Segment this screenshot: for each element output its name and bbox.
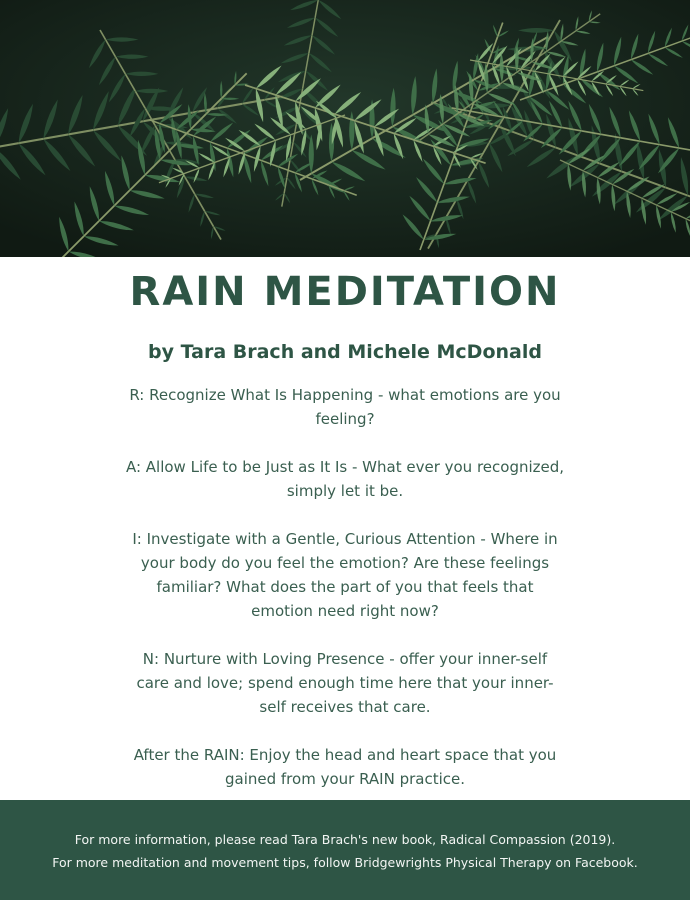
author-byline: by Tara Brach and Michele McDonald (148, 341, 542, 363)
step-investigate: I: Investigate with a Gentle, Curious Attention - Where in your body do you feel the emotion? Are these feelings familiar? What does the part of you that feels that emotion need right now? (132, 530, 558, 620)
hero-fern-image (0, 0, 690, 257)
step-after-rain: After the RAIN: Enjoy the head and heart space that you gained from your RAIN practice. (133, 746, 557, 788)
footer-book-info: For more information, please read Tara Brach's new book, Radical Compassion (2019). (74, 832, 616, 847)
page-title: RAIN MEDITATION (129, 269, 561, 315)
fern-illustration (0, 0, 690, 257)
rain-steps (125, 383, 565, 815)
step-nurture: N: Nurture with Loving Presence - offer your inner-self care and love; spend enough time here that your inner-self receives that care. (136, 650, 554, 716)
footer-banner (0, 800, 690, 900)
step-recognize: R: Recognize What Is Happening - what emotions are you feeling? (129, 386, 561, 428)
step-allow: A: Allow Life to be Just as It Is - What ever you recognized, simply let it be. (125, 458, 565, 500)
footer-facebook-info: For more meditation and movement tips, follow Bridgewrights Physical Therapy on Facebook. (52, 855, 638, 870)
